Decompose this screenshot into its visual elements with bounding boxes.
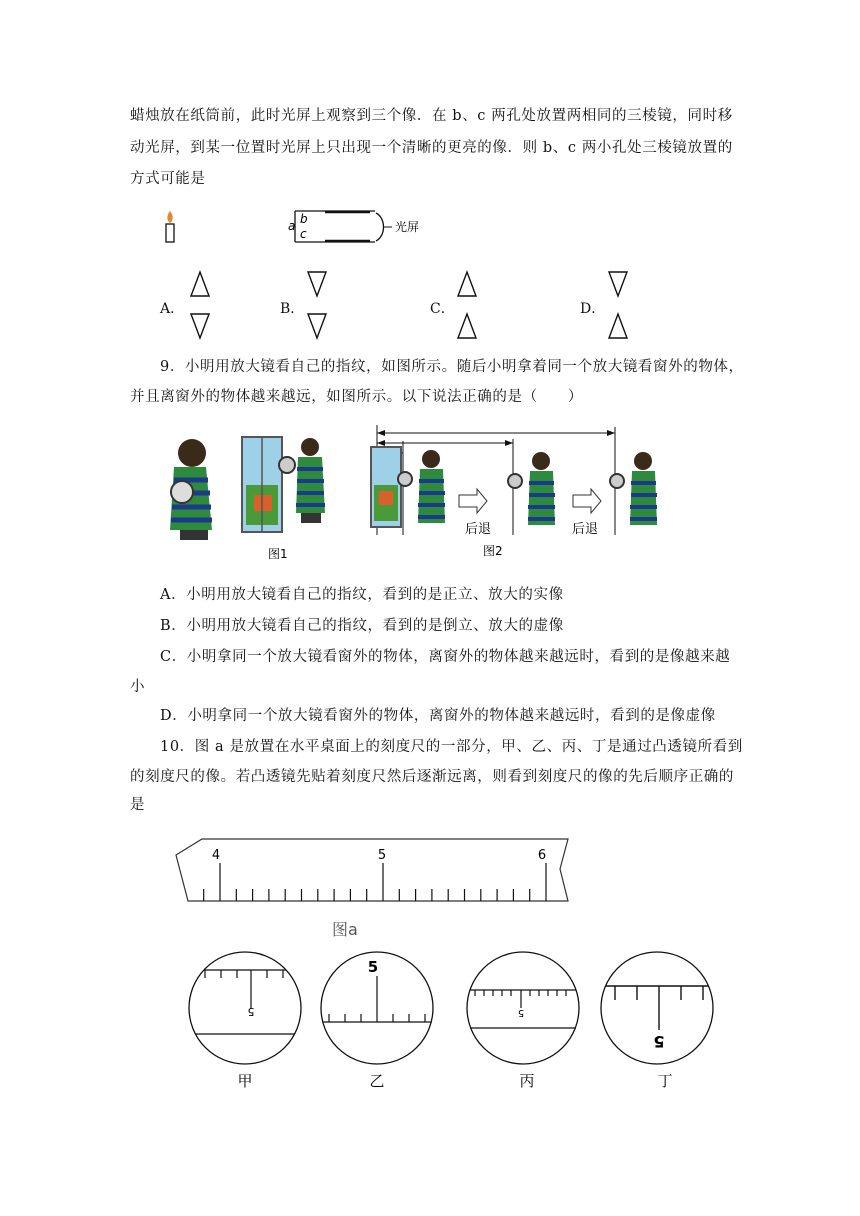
q9-figure-1 (160, 425, 350, 565)
q8-candle-tube-figure (150, 200, 450, 260)
q8-option-c-label: C． (430, 301, 455, 317)
ruler-label-5: 5 (377, 848, 387, 863)
magnifier-icon (610, 474, 624, 488)
q9-line-2: 并且离窗外的物体越来越远，如图所示。以下说法正确的是（ ） (130, 389, 583, 405)
q10-line-1: 10．图 a 是放置在水平桌面上的刻度尺的一部分，甲、乙、丙、丁是通过凸透镜所看到 (160, 739, 743, 755)
q8-line-3: 方式可能是 (130, 171, 206, 187)
lens-view-bing[interactable] (465, 952, 581, 1064)
hole-a-label: a (288, 219, 296, 233)
q9-figure-2 (365, 425, 675, 565)
prism-down-icon (308, 314, 326, 338)
candle-icon (166, 211, 174, 242)
hole-c-label: c (300, 227, 307, 241)
q8-line-2: 动光屏，到某一位置时光屏上只出现一个清晰的更亮的像．则 b、c 两小孔处三棱镜放置的 (130, 140, 733, 156)
q8-option-c-prisms[interactable] (455, 268, 485, 346)
q8-option-d-label: D． (580, 301, 606, 317)
q8-option-d-prisms[interactable] (606, 268, 636, 346)
q9-option-c-continued: 小 (130, 679, 146, 695)
boy-with-magnifier (279, 438, 325, 523)
lens-digit: 5 (247, 1005, 255, 1018)
prism-down-icon (609, 272, 627, 296)
q10-line-2: 的刻度尺的像。若凸透镜先贴着刻度尺然后逐渐远离，则看到刻度尺的像的先后顺序正确的 (130, 769, 734, 785)
lens-view-yi[interactable] (321, 952, 433, 1064)
back-label-1: 后退 (465, 522, 492, 537)
paper-tube (295, 211, 392, 242)
q10-lens-views (185, 948, 725, 1098)
magnifier-icon (508, 474, 522, 488)
distance-arrows (377, 430, 615, 456)
lens-digit: 5 (653, 1032, 665, 1051)
prism-up-icon (191, 272, 209, 296)
boy-looking-at-finger (170, 439, 212, 540)
figure-a-caption: 图a (332, 920, 358, 939)
figure-1-caption: 图1 (268, 547, 288, 561)
lens-digit: 5 (517, 1007, 525, 1018)
boy-position-3 (610, 452, 657, 525)
ruler-label-6: 6 (537, 848, 547, 863)
q9-line-1: 9．小明用放大镜看自己的指纹，如图所示。随后小明拿着同一个放大镜看窗外的物体， (160, 359, 744, 375)
prism-up-icon (458, 314, 476, 338)
q8-option-b-prisms[interactable] (305, 268, 335, 346)
q8-option-a-label: A． (160, 301, 185, 317)
magnifier-icon (171, 481, 193, 503)
q9-option-d[interactable]: D．小明拿同一个放大镜看窗外的物体，离窗外的物体越来越远时，看到的是像虚像 (160, 708, 716, 724)
q8-option-a-prisms[interactable] (188, 268, 218, 346)
lens-name-yi: 乙 (369, 1072, 385, 1090)
arrow-right-icon (573, 489, 601, 513)
prism-up-icon (609, 314, 627, 338)
q9-option-a[interactable]: A．小明用放大镜看自己的指纹，看到的是正立、放大的实像 (160, 587, 564, 603)
magnifier-icon (279, 457, 295, 473)
q10-line-3: 是 (130, 797, 146, 813)
arrow-right-icon (459, 489, 487, 513)
boy-position-1 (398, 450, 445, 523)
q9-option-c[interactable]: C．小明拿同一个放大镜看窗外的物体，离窗外的物体越来越远时，看到的是像越来越 (160, 649, 731, 665)
lens-name-ding: 丁 (657, 1072, 673, 1090)
window (242, 437, 282, 532)
ruler-label-4: 4 (211, 848, 221, 863)
lens-digit: 5 (367, 958, 379, 976)
lens-view-jia[interactable] (185, 952, 305, 1064)
figure-2-caption: 图2 (483, 544, 503, 558)
q8-line-1: 蜡烛放在纸筒前，此时光屏上观察到三个像．在 b、c 两孔处放置两相同的三棱镜，同时移 (130, 108, 733, 124)
window (371, 447, 401, 527)
prism-down-icon (308, 272, 326, 296)
ruler-outline (176, 839, 568, 901)
prism-up-icon (458, 272, 476, 296)
back-label-2: 后退 (572, 522, 599, 537)
q8-option-b-label: B． (280, 301, 305, 317)
boy-position-2 (508, 452, 555, 525)
prism-down-icon (191, 314, 209, 338)
lens-name-bing: 丙 (519, 1072, 535, 1090)
lens-view-ding[interactable] (601, 952, 715, 1064)
lens-name-jia: 甲 (237, 1072, 253, 1090)
screen-label: 光屏 (395, 220, 420, 234)
hole-b-label: b (300, 212, 308, 226)
q9-option-b[interactable]: B．小明用放大镜看自己的指纹，看到的是倒立、放大的虚像 (160, 618, 564, 634)
q10-ruler-figure (170, 835, 580, 945)
magnifier-icon (398, 472, 412, 486)
